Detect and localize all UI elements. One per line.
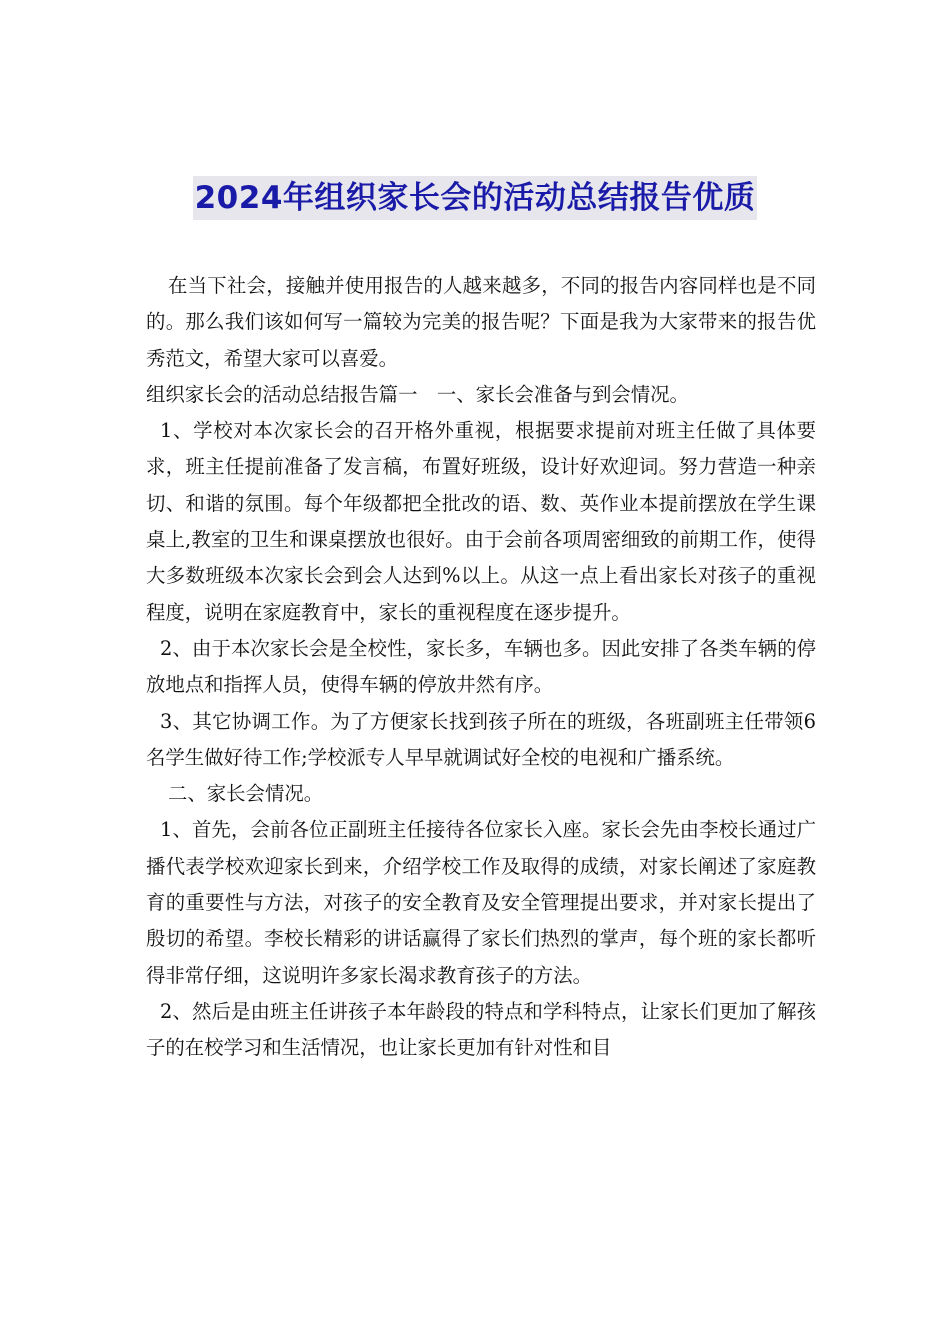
document-title: 2024年组织家长会的活动总结报告优质 <box>193 176 758 220</box>
paragraph-section-two-item-2: 2、然后是由班主任讲孩子本年龄段的特点和学科特点，让家长们更加了解孩子的在校学习和生活情况，也让家长更加有针对性和目 <box>146 999 816 1060</box>
paragraph-section-two-item-1: 1、首先，会前各位正副班主任接待各位家长入座。家长会先由李校长通过广播代表学校欢迎家长到来，介绍学校工作及取得的成绩，对家长阐述了家庭教育的重要性与方法，对孩子的安全教育及安全管理提出要求，并对家长提出了殷切的希望。李校长精彩的讲话赢得了家长们热烈的掌声，每个班的家长都听得非常仔细，这说明许多家长渴求教育孩子的方法。 <box>146 818 816 987</box>
paragraph-item-1: 1、学校对本次家长会的召开格外重视，根据要求提前对班主任做了具体要求，班主任提前准备了发言稿，布置好班级，设计好欢迎词。努力营造一种亲切、和谐的氛围。每个年级都把全批改的语、数、英作业本提前摆放在学生课桌上,教室的卫生和课桌摆放也很好。由于会前各项周密细致的前期工作，使得大多数班级本次家长会到会人达到%以上。从这一点上看出家长对孩子的重视程度，说明在家庭教育中，家长的重视程度在逐步提升。 <box>146 419 816 624</box>
title-container <box>0 176 950 220</box>
paragraph-intro: 在当下社会，接触并使用报告的人越来越多，不同的报告内容同样也是不同的。那么我们该如何写一篇较为完美的报告呢？下面是我为大家带来的报告优秀范文，希望大家可以喜爱。 <box>146 274 816 370</box>
paragraph-section-two: 二、家长会情况。 <box>168 782 324 806</box>
paragraph-item-3: 3、其它协调工作。为了方便家长找到孩子所在的班级，各班副班主任带领6名学生做好待工作;学校派专人早早就调试好全校的电视和广播系统。 <box>146 709 816 769</box>
document-body <box>146 268 816 1067</box>
paragraph-section-heading: 组织家长会的活动总结报告篇一 一、家长会准备与到会情况。 <box>146 382 689 406</box>
paragraph-item-2: 2、由于本次家长会是全校性，家长多，车辆也多。因此安排了各类车辆的停放地点和指挥人员，使得车辆的停放井然有序。 <box>146 636 816 697</box>
